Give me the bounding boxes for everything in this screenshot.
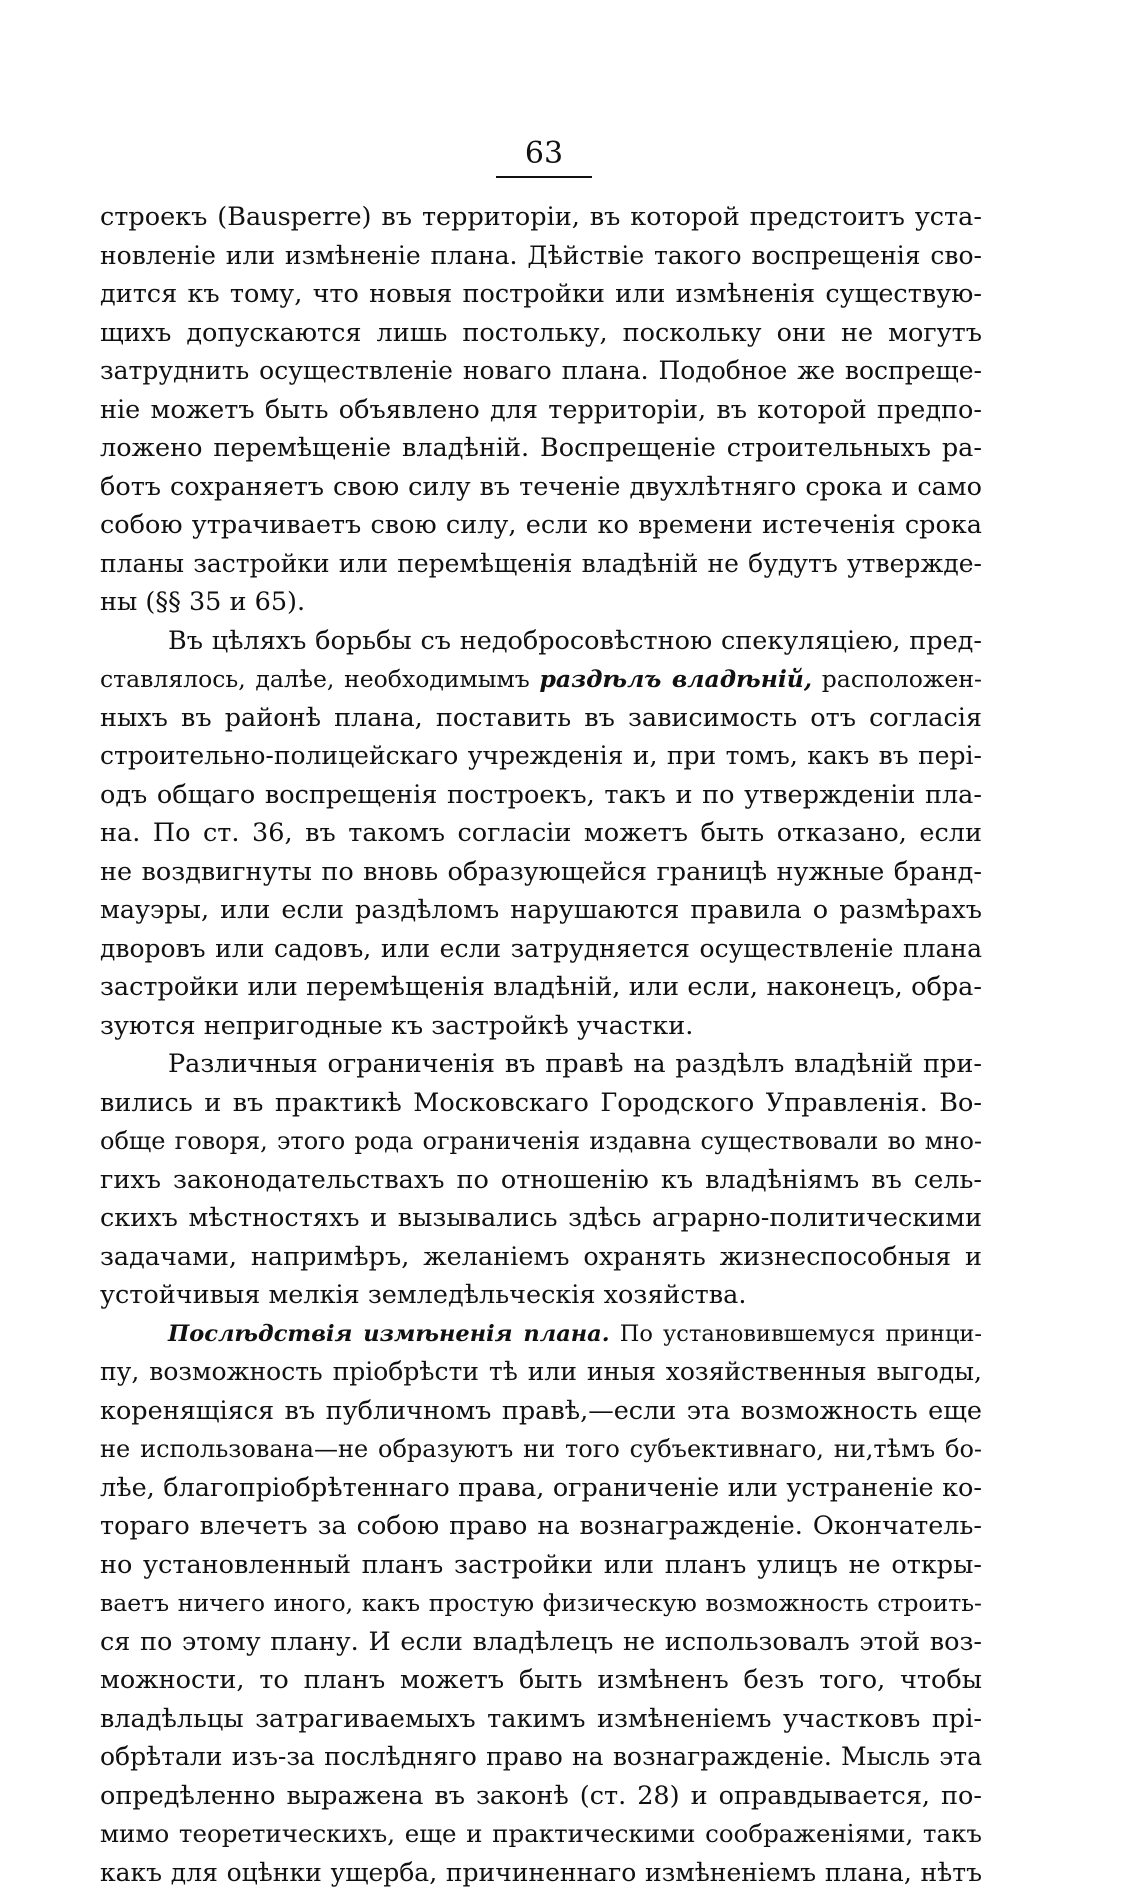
text-run: расположен-	[812, 665, 982, 693]
text-line: пу, возможность пріобрѣсти тѣ или иныя хозяйственныя выгоды,	[100, 1353, 982, 1392]
text-line: можности, то планъ можетъ быть измѣненъ безъ того, чтобы	[100, 1661, 982, 1700]
text-line	[100, 660, 982, 699]
text-line: но установленный планъ застройки или планъ улицъ не откры-	[100, 1546, 982, 1585]
text-line: на. По ст. 36, въ такомъ согласіи можетъ быть отказано, если	[100, 814, 982, 853]
page-number-rule	[496, 176, 592, 178]
text-line: гихъ законодательствахъ по отношенію къ владѣніямъ въ сель-	[100, 1161, 982, 1200]
text-line: планы застройки или перемѣщенія владѣній не будутъ утвержде-	[100, 545, 982, 584]
text-line: какъ для оцѣнки ущерба, причиненнаго измѣненіемъ плана, нѣтъ	[100, 1854, 982, 1892]
text-line: мимо теоретическихъ, еще и практическими соображеніями, такъ	[100, 1815, 982, 1854]
text-line: не воздвигнуты по вновь образующейся границѣ нужные бранд-	[100, 853, 982, 892]
emphasized-term: раздѣлъ владѣній,	[539, 665, 812, 693]
text-line: задачами, напримѣръ, желаніемъ охранять жизнеспособныя и	[100, 1238, 982, 1277]
text-line: владѣльцы затрагиваемыхъ такимъ измѣненіемъ участковъ прі-	[100, 1700, 982, 1739]
text-line: строительно-полицейскаго учрежденія и, при томъ, какъ въ пері-	[100, 737, 982, 776]
text-line: вились и въ практикѣ Московскаго Городского Управленія. Во-	[100, 1084, 982, 1123]
text-line	[100, 1315, 982, 1354]
text-line: ботъ сохраняетъ свою силу въ теченіе двухлѣтняго срока и само	[100, 468, 982, 507]
text-line: ваетъ ничего иного, какъ простую физическую возможность строить-	[100, 1584, 982, 1623]
text-run: Въ цѣляхъ борьбы съ недобросовѣстною спекуляціею, пред-	[168, 626, 982, 656]
text-line: одъ общаго воспрещенія построекъ, такъ и по утвержденіи пла-	[100, 776, 982, 815]
text-line: ложено перемѣщеніе владѣній. Воспрещеніе строительныхъ ра-	[100, 429, 982, 468]
text-line: новленіе или измѣненіе плана. Дѣйствіе такого воспрещенія сво-	[100, 237, 982, 276]
text-line: скихъ мѣстностяхъ и вызывались здѣсь аграрно-политическими	[100, 1199, 982, 1238]
emphasized-term: Послѣдствія измѣненія плана.	[168, 1321, 610, 1347]
text-line: обрѣтали изъ-за послѣдняго право на вознагражденіе. Мысль эта	[100, 1738, 982, 1777]
text-line: мауэры, или если раздѣломъ нарушаются правила о размѣрахъ	[100, 891, 982, 930]
text-line	[100, 1045, 982, 1084]
text-line: устойчивыя мелкія земледѣльческія хозяйства.	[100, 1276, 982, 1315]
text-line: ныхъ въ районѣ плана, поставить въ зависимость отъ согласія	[100, 699, 982, 738]
text-line: ны (§§ 35 и 65).	[100, 583, 982, 622]
text-line: коренящіяся въ публичномъ правѣ,—если эта возможность еще	[100, 1392, 982, 1431]
text-line: ніе можетъ быть объявлено для территоріи, въ которой предпо-	[100, 391, 982, 430]
text-line: лѣе, благопріобрѣтеннаго права, ограниченіе или устраненіе ко-	[100, 1469, 982, 1508]
text-line: опредѣленно выражена въ законѣ (ст. 28) и оправдывается, по-	[100, 1777, 982, 1816]
text-line: ся по этому плану. И если владѣлецъ не использовалъ этой воз-	[100, 1623, 982, 1662]
text-line: тораго влечетъ за собою право на вознагражденіе. Окончатель-	[100, 1507, 982, 1546]
text-run: По установившемуся принци-	[610, 1321, 982, 1347]
text-line: зуются непригодные къ застройкѣ участки.	[100, 1007, 982, 1046]
text-line: дворовъ или садовъ, или если затрудняется осуществленіе плана	[100, 930, 982, 969]
text-line: дится къ тому, что новыя постройки или измѣненія существую-	[100, 275, 982, 314]
text-line: строекъ (Bausperre) въ территоріи, въ которой предстоитъ уста-	[100, 198, 982, 237]
text-line: собою утрачиваетъ свою силу, если ко времени истеченія срока	[100, 506, 982, 545]
text-line: не использована—не образуютъ ни того субъективнаго, ни,тѣмъ бо-	[100, 1430, 982, 1469]
text-line: затруднить осуществленіе новаго плана. Подобное же воспреще-	[100, 352, 982, 391]
text-line: обще говоря, этого рода ограниченія издавна существовали во мно-	[100, 1122, 982, 1161]
text-line: щихъ допускаются лишь постольку, поскольку они не могутъ	[100, 314, 982, 353]
text-line	[100, 622, 982, 661]
text-run: ставлялось, далѣе, необходимымъ	[100, 665, 539, 693]
body-text	[100, 198, 982, 1892]
text-run: Различныя ограниченія въ правѣ на раздѣлъ владѣній при-	[168, 1049, 982, 1079]
text-line: застройки или перемѣщенія владѣній, или если, наконецъ, обра-	[100, 968, 982, 1007]
page-number: 63	[496, 134, 592, 174]
